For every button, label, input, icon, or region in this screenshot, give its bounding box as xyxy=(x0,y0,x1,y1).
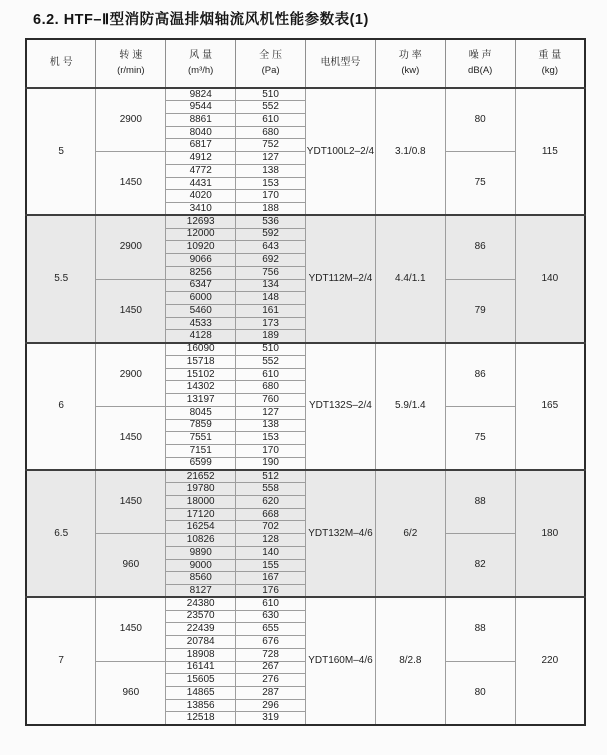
power-cell: 5.9/1.4 xyxy=(375,343,445,470)
column-header-weight xyxy=(515,39,585,88)
pressure-cell: 610 xyxy=(236,113,306,126)
airflow-cell: 10920 xyxy=(166,241,236,254)
pressure-cell: 680 xyxy=(236,381,306,394)
pressure-cell: 173 xyxy=(236,317,306,330)
noise-cell: 79 xyxy=(445,279,515,343)
table-body xyxy=(26,88,585,725)
speed-cell: 960 xyxy=(96,534,166,598)
table-row xyxy=(26,470,585,483)
header-row xyxy=(26,39,585,88)
pressure-cell: 702 xyxy=(236,521,306,534)
fan-model-cell: 5.5 xyxy=(26,215,96,342)
pressure-cell: 170 xyxy=(236,445,306,458)
header-line1: 风 量 xyxy=(189,50,213,62)
airflow-cell: 5460 xyxy=(166,304,236,317)
airflow-cell: 4912 xyxy=(166,152,236,165)
speed-cell: 1450 xyxy=(96,470,166,534)
pressure-cell: 592 xyxy=(236,228,306,241)
header-line2: (m³/h) xyxy=(188,64,214,76)
airflow-cell: 9000 xyxy=(166,559,236,572)
airflow-cell: 14865 xyxy=(166,687,236,700)
speed-cell: 1450 xyxy=(96,152,166,216)
pressure-cell: 155 xyxy=(236,559,306,572)
header-line2: (r/min) xyxy=(117,64,145,76)
noise-cell: 80 xyxy=(445,661,515,725)
header-line1: 重 量 xyxy=(538,50,562,62)
fan-model-cell: 5 xyxy=(26,88,96,215)
pressure-cell: 138 xyxy=(236,164,306,177)
airflow-cell: 13856 xyxy=(166,699,236,712)
header-line2: (kg) xyxy=(541,64,558,76)
pressure-cell: 552 xyxy=(236,101,306,114)
airflow-cell: 6000 xyxy=(166,292,236,305)
pressure-cell: 138 xyxy=(236,419,306,432)
column-header-power xyxy=(375,39,445,88)
airflow-cell: 4020 xyxy=(166,190,236,203)
pressure-cell: 170 xyxy=(236,190,306,203)
motor-model-cell: YDT132M–4/6 xyxy=(306,470,376,597)
airflow-cell: 8040 xyxy=(166,126,236,139)
table-header xyxy=(26,39,585,88)
airflow-cell: 3410 xyxy=(166,203,236,216)
pressure-cell: 140 xyxy=(236,546,306,559)
column-header-noise xyxy=(445,39,515,88)
weight-cell: 115 xyxy=(515,88,585,215)
speed-cell: 960 xyxy=(96,661,166,725)
pressure-cell: 287 xyxy=(236,687,306,700)
pressure-cell: 161 xyxy=(236,304,306,317)
motor-model-cell: YDT112M–2/4 xyxy=(306,215,376,342)
speed-cell: 2900 xyxy=(96,215,166,279)
column-header-model xyxy=(26,39,96,88)
airflow-cell: 6599 xyxy=(166,457,236,470)
pressure-cell: 536 xyxy=(236,215,306,228)
pressure-cell: 610 xyxy=(236,597,306,610)
header-line1: 功 率 xyxy=(398,50,422,62)
header-line1: 噪 声 xyxy=(468,50,492,62)
header-line1: 电机型号 xyxy=(320,57,361,69)
pressure-cell: 127 xyxy=(236,152,306,165)
header-line2: dB(A) xyxy=(468,64,493,76)
airflow-cell: 4431 xyxy=(166,177,236,190)
power-cell: 8/2.8 xyxy=(375,597,445,724)
pressure-cell: 276 xyxy=(236,674,306,687)
table-row xyxy=(26,88,585,101)
speed-cell: 2900 xyxy=(96,343,166,407)
airflow-cell: 4533 xyxy=(166,317,236,330)
pressure-cell: 189 xyxy=(236,330,306,343)
table-row xyxy=(26,343,585,356)
airflow-cell: 16141 xyxy=(166,661,236,674)
airflow-cell: 7551 xyxy=(166,432,236,445)
airflow-cell: 15605 xyxy=(166,674,236,687)
fan-model-cell: 6 xyxy=(26,343,96,470)
pressure-cell: 668 xyxy=(236,508,306,521)
pressure-cell: 760 xyxy=(236,394,306,407)
airflow-cell: 8045 xyxy=(166,406,236,419)
motor-model-cell: YDT160M–4/6 xyxy=(306,597,376,724)
column-header-airflow xyxy=(166,39,236,88)
airflow-cell: 24380 xyxy=(166,597,236,610)
page-title: 6.2. HTF–Ⅱ型消防高温排烟轴流风机性能参数表(1) xyxy=(33,12,369,28)
airflow-cell: 13197 xyxy=(166,394,236,407)
airflow-cell: 21652 xyxy=(166,470,236,483)
pressure-cell: 680 xyxy=(236,126,306,139)
airflow-cell: 9824 xyxy=(166,88,236,101)
pressure-cell: 655 xyxy=(236,623,306,636)
weight-cell: 165 xyxy=(515,343,585,470)
pressure-cell: 692 xyxy=(236,254,306,267)
airflow-cell: 16090 xyxy=(166,343,236,356)
power-cell: 3.1/0.8 xyxy=(375,88,445,215)
airflow-cell: 4772 xyxy=(166,164,236,177)
airflow-cell: 22439 xyxy=(166,623,236,636)
power-cell: 4.4/1.1 xyxy=(375,215,445,342)
pressure-cell: 752 xyxy=(236,139,306,152)
airflow-cell: 7859 xyxy=(166,419,236,432)
airflow-cell: 19780 xyxy=(166,483,236,496)
motor-model-cell: YDT132S–2/4 xyxy=(306,343,376,470)
pressure-cell: 127 xyxy=(236,406,306,419)
table-row xyxy=(26,597,585,610)
noise-cell: 82 xyxy=(445,534,515,598)
pressure-cell: 267 xyxy=(236,661,306,674)
airflow-cell: 7151 xyxy=(166,445,236,458)
pressure-cell: 552 xyxy=(236,355,306,368)
weight-cell: 180 xyxy=(515,470,585,597)
pressure-cell: 728 xyxy=(236,648,306,661)
column-header-motor xyxy=(306,39,376,88)
pressure-cell: 630 xyxy=(236,610,306,623)
pressure-cell: 676 xyxy=(236,636,306,649)
airflow-cell: 8861 xyxy=(166,113,236,126)
noise-cell: 86 xyxy=(445,343,515,407)
airflow-cell: 10826 xyxy=(166,534,236,547)
airflow-cell: 20784 xyxy=(166,636,236,649)
noise-cell: 88 xyxy=(445,597,515,661)
speed-cell: 2900 xyxy=(96,88,166,152)
header-line1: 机 号 xyxy=(49,57,73,69)
noise-cell: 88 xyxy=(445,470,515,534)
pressure-cell: 134 xyxy=(236,279,306,292)
pressure-cell: 153 xyxy=(236,432,306,445)
airflow-cell: 18000 xyxy=(166,496,236,509)
airflow-cell: 15102 xyxy=(166,368,236,381)
airflow-cell: 6347 xyxy=(166,279,236,292)
pressure-cell: 153 xyxy=(236,177,306,190)
pressure-cell: 167 xyxy=(236,572,306,585)
airflow-cell: 18908 xyxy=(166,648,236,661)
airflow-cell: 9890 xyxy=(166,546,236,559)
airflow-cell: 8127 xyxy=(166,585,236,598)
speed-cell: 1450 xyxy=(96,406,166,470)
airflow-cell: 15718 xyxy=(166,355,236,368)
noise-cell: 75 xyxy=(445,406,515,470)
airflow-cell: 8560 xyxy=(166,572,236,585)
pressure-cell: 176 xyxy=(236,585,306,598)
fan-model-cell: 7 xyxy=(26,597,96,724)
pressure-cell: 190 xyxy=(236,457,306,470)
fan-model-cell: 6.5 xyxy=(26,470,96,597)
pressure-cell: 610 xyxy=(236,368,306,381)
pressure-cell: 148 xyxy=(236,292,306,305)
airflow-cell: 4128 xyxy=(166,330,236,343)
pressure-cell: 620 xyxy=(236,496,306,509)
power-cell: 6/2 xyxy=(375,470,445,597)
pressure-cell: 128 xyxy=(236,534,306,547)
noise-cell: 75 xyxy=(445,152,515,216)
header-line2: (kw) xyxy=(401,64,420,76)
table-row xyxy=(26,215,585,228)
airflow-cell: 9066 xyxy=(166,254,236,267)
speed-cell: 1450 xyxy=(96,597,166,661)
column-header-pressure xyxy=(236,39,306,88)
header-line1: 全 压 xyxy=(259,50,282,62)
airflow-cell: 12693 xyxy=(166,215,236,228)
motor-model-cell: YDT100L2–2/4 xyxy=(306,88,376,215)
header-line2: (Pa) xyxy=(261,64,280,76)
airflow-cell: 14302 xyxy=(166,381,236,394)
pressure-cell: 558 xyxy=(236,483,306,496)
airflow-cell: 16254 xyxy=(166,521,236,534)
fan-performance-table xyxy=(25,38,586,726)
noise-cell: 80 xyxy=(445,88,515,152)
noise-cell: 86 xyxy=(445,215,515,279)
speed-cell: 1450 xyxy=(96,279,166,343)
pressure-cell: 188 xyxy=(236,203,306,216)
airflow-cell: 23570 xyxy=(166,610,236,623)
airflow-cell: 6817 xyxy=(166,139,236,152)
pressure-cell: 510 xyxy=(236,343,306,356)
pressure-cell: 319 xyxy=(236,712,306,725)
airflow-cell: 12518 xyxy=(166,712,236,725)
pressure-cell: 643 xyxy=(236,241,306,254)
airflow-cell: 9544 xyxy=(166,101,236,114)
airflow-cell: 8256 xyxy=(166,266,236,279)
airflow-cell: 17120 xyxy=(166,508,236,521)
airflow-cell: 12000 xyxy=(166,228,236,241)
pressure-cell: 512 xyxy=(236,470,306,483)
column-header-speed xyxy=(96,39,166,88)
weight-cell: 140 xyxy=(515,215,585,342)
pressure-cell: 510 xyxy=(236,88,306,101)
pressure-cell: 296 xyxy=(236,699,306,712)
header-line1: 转 速 xyxy=(119,50,143,62)
weight-cell: 220 xyxy=(515,597,585,724)
pressure-cell: 756 xyxy=(236,266,306,279)
